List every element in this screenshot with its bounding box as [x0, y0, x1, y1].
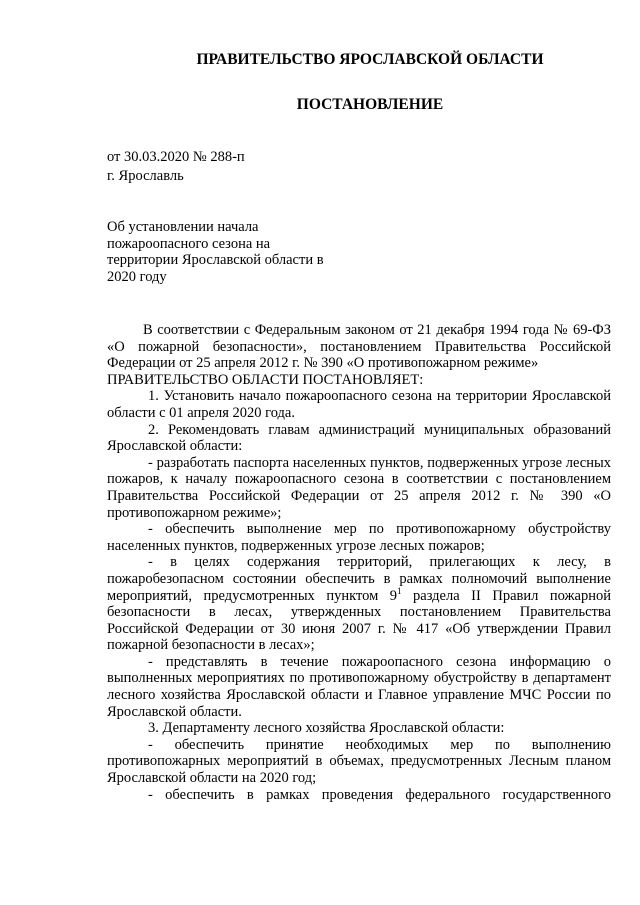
superscript: 1	[397, 585, 402, 596]
clause-2-subitem: - обеспечить выполнение мер по противопожарному обустройству населенных пунктов, подверженных угрозе лесных пожаров;	[107, 521, 611, 554]
clause-3-subitem: - обеспечить принятие необходимых мер по выполнению противопожарных мероприятий в объемах, предусмотренных Лесным планом Ярославской области на 2020 год;	[107, 736, 611, 787]
clause-2-subitem: - представлять в течение пожароопасного сезона информацию о выполненных мероприятиях по противопожарному обустройству в департамент лесного хозяйства Ярославской области и Главное управление МЧС России по Ярославской области.	[107, 653, 611, 720]
subject-line: 2020 году	[107, 268, 167, 285]
clause-1: 1. Установить начало пожароопасного сезона на территории Ярославской области с 01 апреля 2020 года.	[107, 388, 611, 421]
document-meta	[107, 149, 407, 184]
subject-line: территории Ярославской области в	[107, 252, 324, 269]
document-body	[107, 322, 611, 803]
clause-text: раздела II Правил пожарной безопасности в лесах, утвержденных постановлением Правительства Российской Федерации от 30 июня 2007 г. № 417 «Об утверждении Правил пожарной безопасности в лесах»;	[107, 587, 611, 654]
clause-3: 3. Департаменту лесного хозяйства Ярославской области:	[148, 720, 505, 737]
clause-3-subitem: - обеспечить в рамках проведения федерального государственного	[148, 786, 611, 803]
city: г. Ярославль	[107, 167, 184, 184]
subject-line: пожароопасного сезона на	[107, 235, 271, 252]
document-subject	[107, 219, 367, 285]
clause-2: 2. Рекомендовать главам администраций муниципальных образований Ярославской области:	[107, 421, 611, 455]
document-type-heading: ПОСТАНОВЛЕНИЕ	[296, 96, 444, 113]
clause-text: - в целях содержания территорий, прилегающих к лесу, в пожаробезопасном состоянии обеспечить в рамках полномочий выполнение мероприятий, предусмотренных пунктом 9	[107, 554, 611, 604]
clause-2-subitem: - разработать паспорта населенных пунктов, подверженных угрозе лесных пожаров, к началу пожароопасного сезона в соответствии с постановлением Правительства Российской Федерации от 25 апреля 2012 г. № 390 «О противопожарном режиме»;	[107, 454, 611, 521]
resolution-statement: ПРАВИТЕЛЬСТВО ОБЛАСТИ ПОСТАНОВЛЯЕТ:	[107, 371, 424, 388]
subject-line: Об установлении начала	[107, 219, 259, 235]
preamble-paragraph: В соответствии с Федеральным законом от 21 декабря 1994 года № 69-ФЗ «О пожарной безопасности», постановлением Правительства Российской Федерации от 25 апреля 2012 г. № 390 «О противопожарном режиме»	[107, 322, 611, 372]
clause-2-subitem	[107, 554, 611, 654]
date-and-number: от 30.03.2020 № 288-п	[107, 149, 245, 165]
government-heading: ПРАВИТЕЛЬСТВО ЯРОСЛАВСКОЙ ОБЛАСТИ	[196, 51, 544, 68]
